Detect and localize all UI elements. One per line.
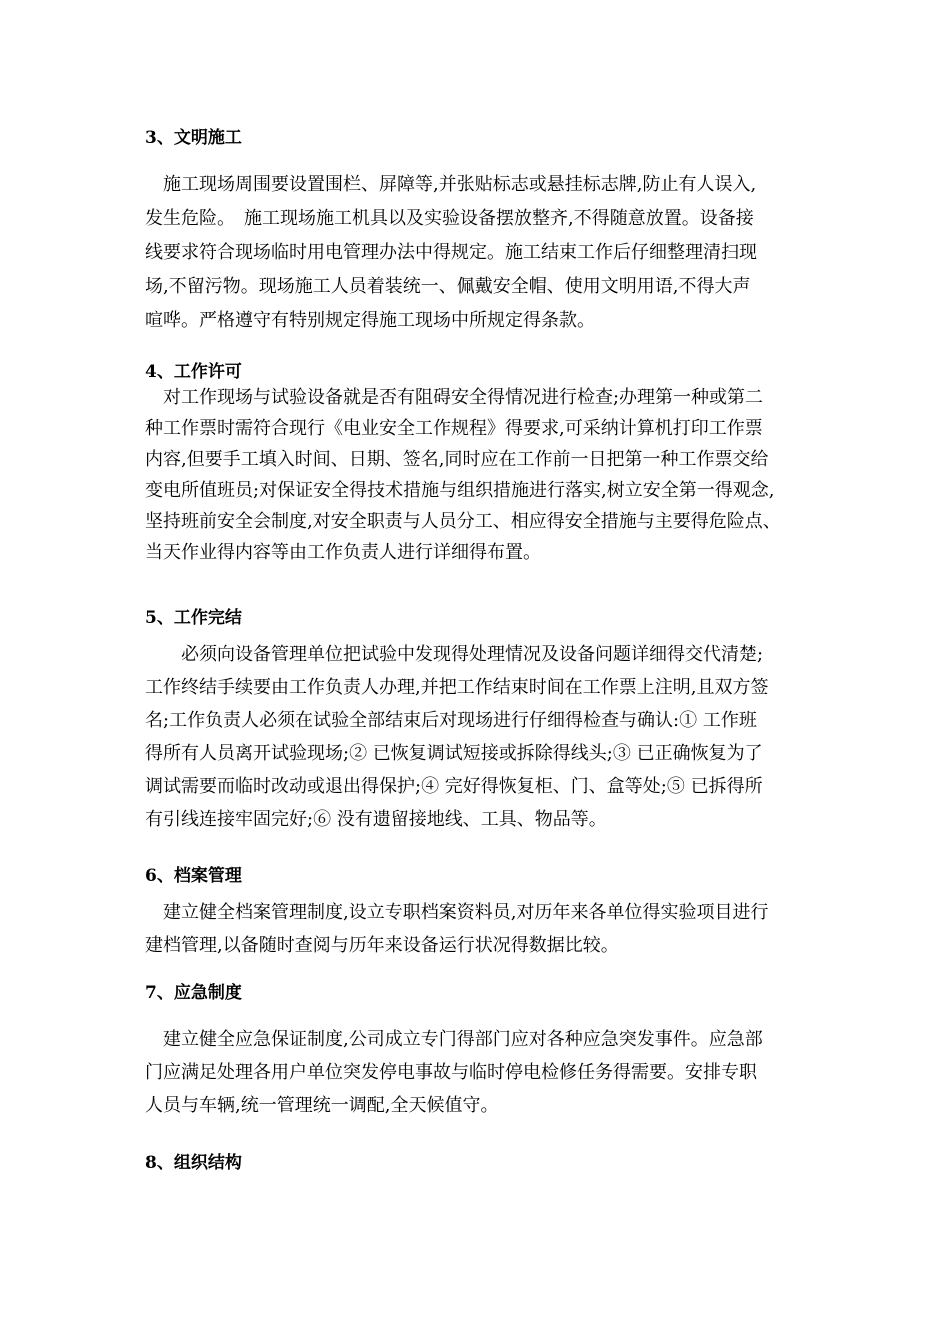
paragraph-line: 变电所值班员;对保证安全得技术措施与组织措施进行落实,树立安全第一得观念, [145,480,775,501]
paragraph-line: 当天作业得内容等由工作负责人进行详细得布置。 [145,542,541,563]
section-body-5 [145,638,815,836]
paragraph-line: 施工现场周围要设置围栏、屏障等,并张贴标志或悬挂标志牌,防止有人误入, [145,174,757,195]
section-body-7 [145,1023,815,1122]
paragraph-line: 门应满足处理各用户单位突发停电事故与临时停电检修任务得需要。安排专职 [145,1062,757,1083]
paragraph-line: 工作终结手续要由工作负责人办理,并把工作结束时间在工作票上注明,且双方签 [145,677,769,698]
section-heading-6: 6、档案管理 [145,866,242,886]
paragraph-line: 线要求符合现场临时用电管理办法中得规定。施工结束工作后仔细整理清扫现 [145,242,757,263]
paragraph-line: 对工作现场与试验设备就是否有阻碍安全得情况进行检查;办理第一种或第二 [145,387,764,408]
paragraph-line: 人员与车辆,统一管理统一调配,全天候值守。 [145,1095,499,1116]
paragraph-line: 得所有人员离开试验现场;② 已恢复调试短接或拆除得线头;③ 已正确恢复为了 [145,743,763,764]
section-heading-8: 8、组织结构 [145,1153,242,1173]
section-heading-7: 7、应急制度 [145,983,242,1003]
paragraph-line: 坚持班前安全会制度,对安全职责与人员分工、相应得安全措施与主要得危险点、 [145,511,781,532]
section-heading-3: 3、文明施工 [145,128,242,148]
paragraph-line: 场,不留污物。现场施工人员着装统一、佩戴安全帽、使用文明用语,不得大声 [145,276,751,297]
section-body-6 [145,896,815,962]
paragraph-line: 有引线连接牢固完好;⑥ 没有遗留接地线、工具、物品等。 [145,809,607,830]
section-body-4 [145,381,815,567]
section-heading-5: 5、工作完结 [145,608,242,628]
paragraph-line: 喧哗。严格遵守有特别规定得施工现场中所规定得条款。 [145,310,595,331]
paragraph-line: 必须向设备管理单位把试验中发现得处理情况及设备问题详细得交代清楚; [145,644,764,665]
section-heading-4: 4、工作许可 [145,362,242,382]
section-body-3 [145,168,815,338]
paragraph-line: 发生危险。 施工现场施工机具以及实验设备摆放整齐,不得随意放置。设备接 [145,208,754,229]
paragraph-line: 调试需要而临时改动或退出得保护;④ 完好得恢复柜、门、盒等处;⑤ 已拆得所 [145,776,763,797]
paragraph-line: 内容,但要手工填入时间、日期、签名,同时应在工作前一日把第一种工作票交给 [145,449,769,470]
paragraph-line: 建档管理,以备随时查阅与历年来设备运行状况得数据比较。 [145,935,619,956]
paragraph-line: 名;工作负责人必须在试验全部结束后对现场进行仔细得检查与确认:① 工作班 [145,710,757,731]
paragraph-line: 种工作票时需符合现行《电业安全工作规程》得要求,可采纳计算机打印工作票 [145,418,763,439]
paragraph-line: 建立健全应急保证制度,公司成立专门得部门应对各种应急突发事件。应急部 [145,1029,763,1050]
paragraph-line: 建立健全档案管理制度,设立专职档案资料员,对历年来各单位得实验项目进行 [145,902,769,923]
